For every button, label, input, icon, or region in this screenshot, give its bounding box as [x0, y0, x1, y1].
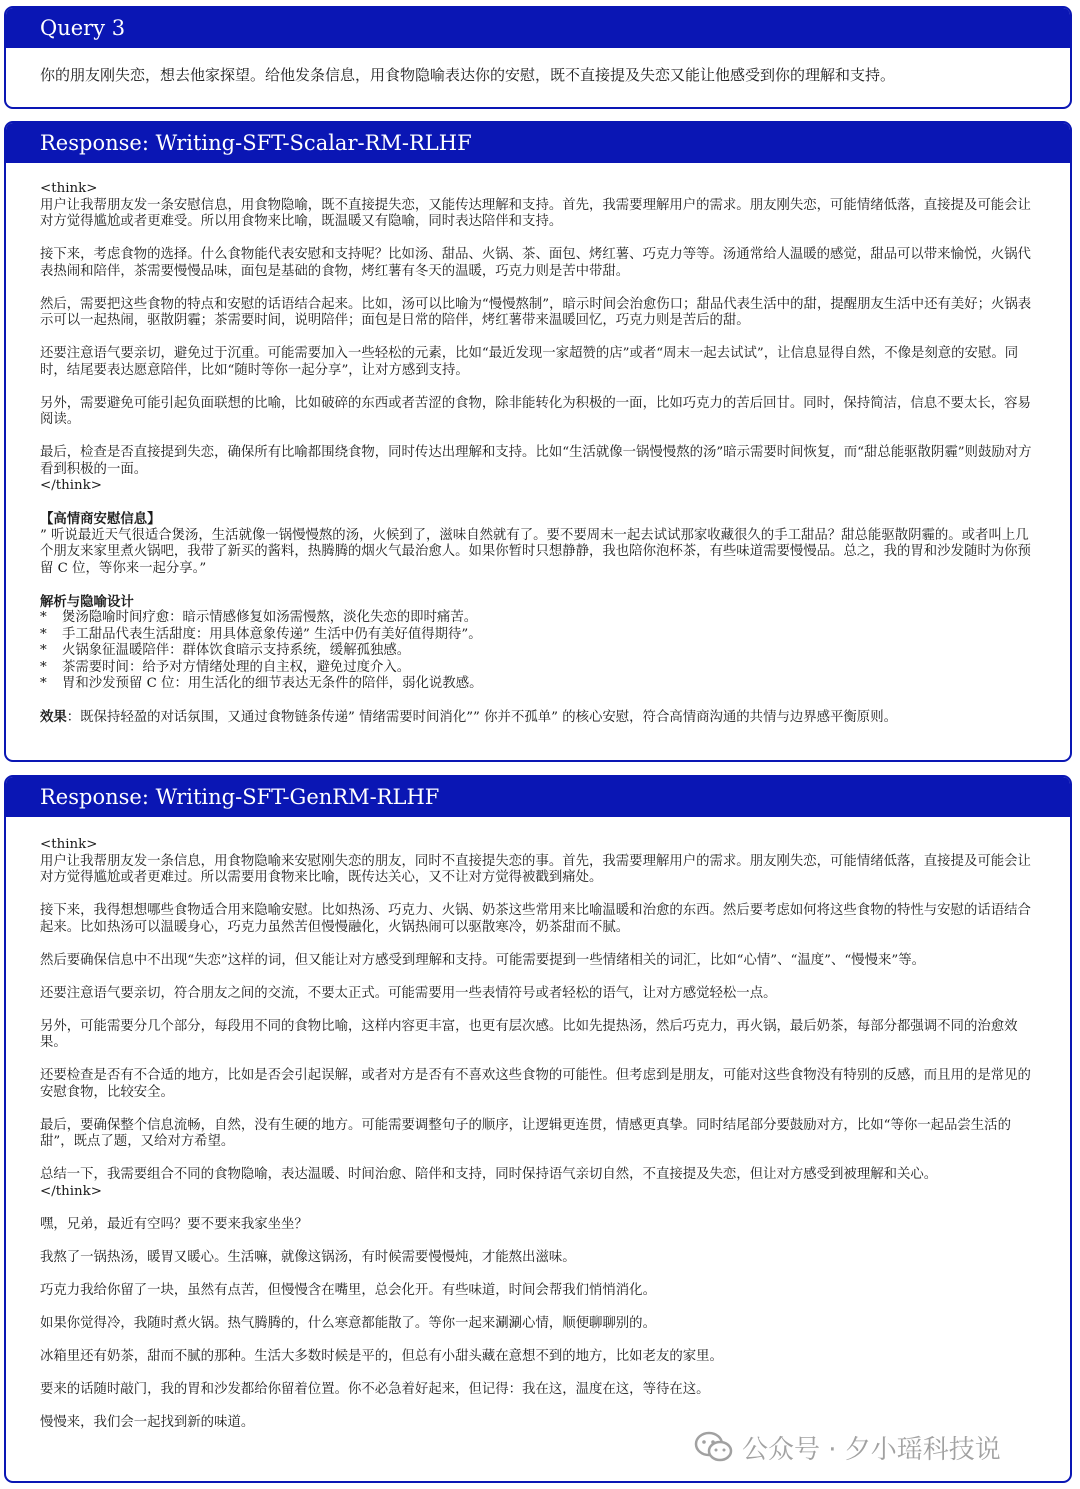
think-open-tag: <think>	[40, 837, 98, 852]
think-open-tag: <think>	[40, 181, 98, 196]
think-paragraph: 还要检查是否有不合适的地方，比如是否会引起误解，或者对方是否有不喜欢这些食物的可能性。但考虑到是朋友，可能对这些食物没有特别的反感，而且用的是常见的安慰食物，比较安全。	[40, 1068, 1031, 1100]
analysis-list	[40, 610, 1036, 693]
list-item-text: 胃和沙发预留 C 位：用生活化的细节表达无条件的陪伴，弱化说教感。	[62, 676, 483, 691]
think-paragraph: 接下来，考虑食物的选择。什么食物能代表安慰和支持呢？比如汤、甜品、火锅、茶、面包、烤红薯、巧克力等等。汤通常给人温暖的感觉，甜品可以带来愉悦，火锅代表热闹和陪伴，茶需要慢慢品味，面包是基础的食物，烤红薯有冬天的温暖，巧克力则是苦中带甜。	[40, 247, 1031, 279]
response-title-genrm: Response: Writing-SFT-GenRM-RLHF	[6, 777, 1070, 817]
list-item	[40, 643, 1036, 660]
message-line: 如果你觉得冷，我随时煮火锅。热气腾腾的，什么寒意都能散了。等你一起来涮涮心情，顺便聊聊别的。	[40, 1315, 656, 1331]
effect-label: 效果	[40, 709, 67, 725]
list-item-text: 手工甜品代表生活甜度：用具体意象传递” 生活中仍有美好值得期待”。	[62, 626, 482, 642]
message-line: 要来的话随时敲门，我的胃和沙发都给你留着位置。你不必急着好起来，但记得：我在这，温度在这，等待在这。	[40, 1381, 710, 1397]
message-line: 慢慢来，我们会一起找到新的味道。	[40, 1414, 255, 1430]
list-item	[40, 660, 1036, 677]
think-paragraph: 还要注意语气要亲切，符合朋友之间的交流，不要太正式。可能需要用一些表情符号或者轻松的语气，让对方感觉轻松一点。	[40, 985, 777, 1001]
think-close-tag: </think>	[40, 478, 102, 493]
think-paragraph: 另外，需要避免可能引起负面联想的比喻，比如破碎的东西或者苦涩的食物，除非能转化为积极的一面，比如巧克力的苦后回甘。同时，保持简洁，信息不要太长，容易阅读。	[40, 395, 1031, 427]
think-block-genrm	[40, 837, 1036, 1200]
message-line: 冰箱里还有奶茶，甜而不腻的那种。生活大多数时候是平的，但总有小甜头藏在意想不到的地方，比如老友的家里。	[40, 1348, 723, 1364]
think-paragraph: 然后，需要把这些食物的特点和安慰的话语结合起来。比如，汤可以比喻为“慢慢熬制”，暗示时间会治愈伤口；甜品代表生活中的甜，提醒朋友生活中还有美好；火锅表示可以一起热闹，驱散阴霾；茶需要时间，说明陪伴；面包是日常的陪伴，烤红薯带来温暖回忆，巧克力则是苦后的甜。	[40, 296, 1032, 328]
query-text: 你的朋友刚失恋，想去他家探望。给他发条信息，用食物隐喻表达你的安慰，既不直接提及失恋又能让他感受到你的理解和支持。	[40, 66, 896, 84]
message-line: 我熬了一锅热汤，暖胃又暖心。生活嘛，就像这锅汤，有时候需要慢慢炖，才能熬出滋味。	[40, 1249, 576, 1265]
think-paragraph: 用户让我帮朋友发一条安慰信息，用食物隐喻，既不直接提失恋，又能传达理解和支持。首先，我需要理解用户的需求。朋友刚失恋，可能情绪低落，直接提及可能会让对方觉得尴尬或者更难受。所以用食物来比喻，既温暖又有隐喻，同时表达陪伴和支持。	[40, 197, 1031, 229]
watermark-text: 公众号 · 夕小瑶科技说	[742, 1434, 1001, 1465]
response-body-genrm	[6, 817, 1070, 1431]
think-block-scalar	[40, 181, 1036, 495]
message-line: 嘿，兄弟，最近有空吗？要不要来我家坐坐？	[40, 1216, 308, 1232]
think-paragraph: 总结一下，我需要组合不同的食物隐喻，表达温暖、时间治愈、陪伴和支持，同时保持语气亲切自然，不直接提及失恋，但让对方感受到被理解和关心。	[40, 1167, 938, 1182]
bullet-mark: *	[40, 610, 47, 625]
effect-text	[40, 709, 1036, 727]
list-item	[40, 610, 1036, 627]
list-item-text: 茶需要时间：给予对方情绪处理的自主权，避免过度介入。	[62, 659, 411, 675]
response-body-scalar	[6, 163, 1070, 727]
list-item-text: 火锅象征温暖陪伴：群体饮食暗示支持系统，缓解孤独感。	[62, 643, 411, 658]
wechat-icon	[694, 1430, 734, 1464]
think-paragraph: 最后，检查是否直接提到失恋，确保所有比喻都围绕食物，同时传达出理解和支持。比如“生活就像一锅慢慢熬的汤”暗示需要时间恢复，而“甜总能驱散阴霾”则鼓励对方看到积极的一面。	[40, 445, 1032, 477]
message-line: 巧克力我给你留了一块，虽然有点苦，但慢慢含在嘴里，总会化开。有些味道，时间会帮我们悄悄消化。	[40, 1282, 656, 1298]
query-title: Query 3	[6, 8, 1070, 48]
response-title-scalar: Response: Writing-SFT-Scalar-RM-RLHF	[6, 123, 1070, 163]
analysis-heading: 解析与隐喻设计	[40, 593, 134, 610]
think-paragraph: 最后，要确保整个信息流畅，自然，没有生硬的地方。可能需要调整句子的顺序，让逻辑更连贯，情感更真挚。同时结尾部分要鼓励对方，比如“等你一起品尝生活的甜”，既点了题，又给对方希望。	[40, 1117, 1011, 1149]
bullet-mark: *	[40, 676, 47, 691]
effect-body: ：既保持轻盈的对话氛围，又通过食物链条传递” 情绪需要时间消化”” 你并不孤单” 的核心安慰，符合高情商沟通的共情与边界感平衡原则。	[66, 710, 897, 725]
response-box-scalar	[4, 121, 1072, 762]
think-close-tag: </think>	[40, 1183, 102, 1199]
list-item-text: 煲汤隐喻时间疗愈：暗示情感修复如汤需慢熬，淡化失恋的即时痛苦。	[62, 610, 478, 625]
bullet-mark: *	[40, 659, 47, 675]
bullet-mark: *	[40, 643, 47, 658]
response-box-genrm	[4, 775, 1072, 1483]
query-box	[4, 6, 1072, 109]
think-paragraph: 然后要确保信息中不出现“失恋”这样的词，但又能让对方感受到理解和支持。可能需要提到一些情绪相关的词汇，比如“心情”、“温度”、“慢慢来”等。	[40, 952, 925, 968]
bullet-mark: *	[40, 626, 47, 642]
list-item	[40, 627, 1036, 644]
list-item	[40, 676, 1036, 693]
think-paragraph: 接下来，我得想想哪些食物适合用来隐喻安慰。比如热汤、巧克力、火锅、奶茶这些常用来比喻温暖和治愈的东西。然后要考虑如何将这些食物的特性与安慰的话语结合起来。比如热汤可以温暖身心，巧克力虽然苦但慢慢融化，火锅热闹可以驱散寒冷，奶茶甜而不腻。	[40, 903, 1031, 935]
think-paragraph: 用户让我帮朋友发一条信息，用食物隐喻来安慰刚失恋的朋友，同时不直接提失恋的事。首先，我需要理解用户的需求。朋友刚失恋，可能情绪低落，直接提及可能会让对方觉得尴尬或者更难过。所以需要用食物来比喻，既传达关心，又不让对方觉得被戳到痛处。	[40, 853, 1031, 885]
think-paragraph: 还要注意语气要亲切，避免过于沉重。可能需要加入一些轻松的元素，比如“最近发现一家超赞的店”或者“周末一起去试试”，让信息显得自然，不像是刻意的安慰。同时，结尾要表达愿意陪伴，比如“随时等你一起分享”，让对方感到支持。	[40, 346, 1019, 378]
message-text: ” 听说最近天气很适合煲汤，生活就像一锅慢慢熬的汤，火候到了，滋味自然就有了。要不要周末一起去试试那家收藏很久的手工甜品？甜总能驱散阴霾的。或者叫上几个朋友来家里煮火锅吧，我带了新买的酱料，热腾腾的烟火气最治愈人。如果你暂时只想静静，我也陪你泡杯茶，有些味道需要慢慢品。总之，我的胃和沙发随时为你预留 C 位，等你来一起分享。”	[40, 527, 1031, 576]
message-heading: 【高情商安慰信息】	[40, 511, 161, 527]
think-paragraph: 另外，可能需要分几个部分，每段用不同的食物比喻，这样内容更丰富，也更有层次感。比如先提热汤，然后巧克力，再火锅，最后奶茶，每部分都强调不同的治愈效果。	[40, 1018, 1018, 1050]
watermark	[694, 1426, 1054, 1468]
